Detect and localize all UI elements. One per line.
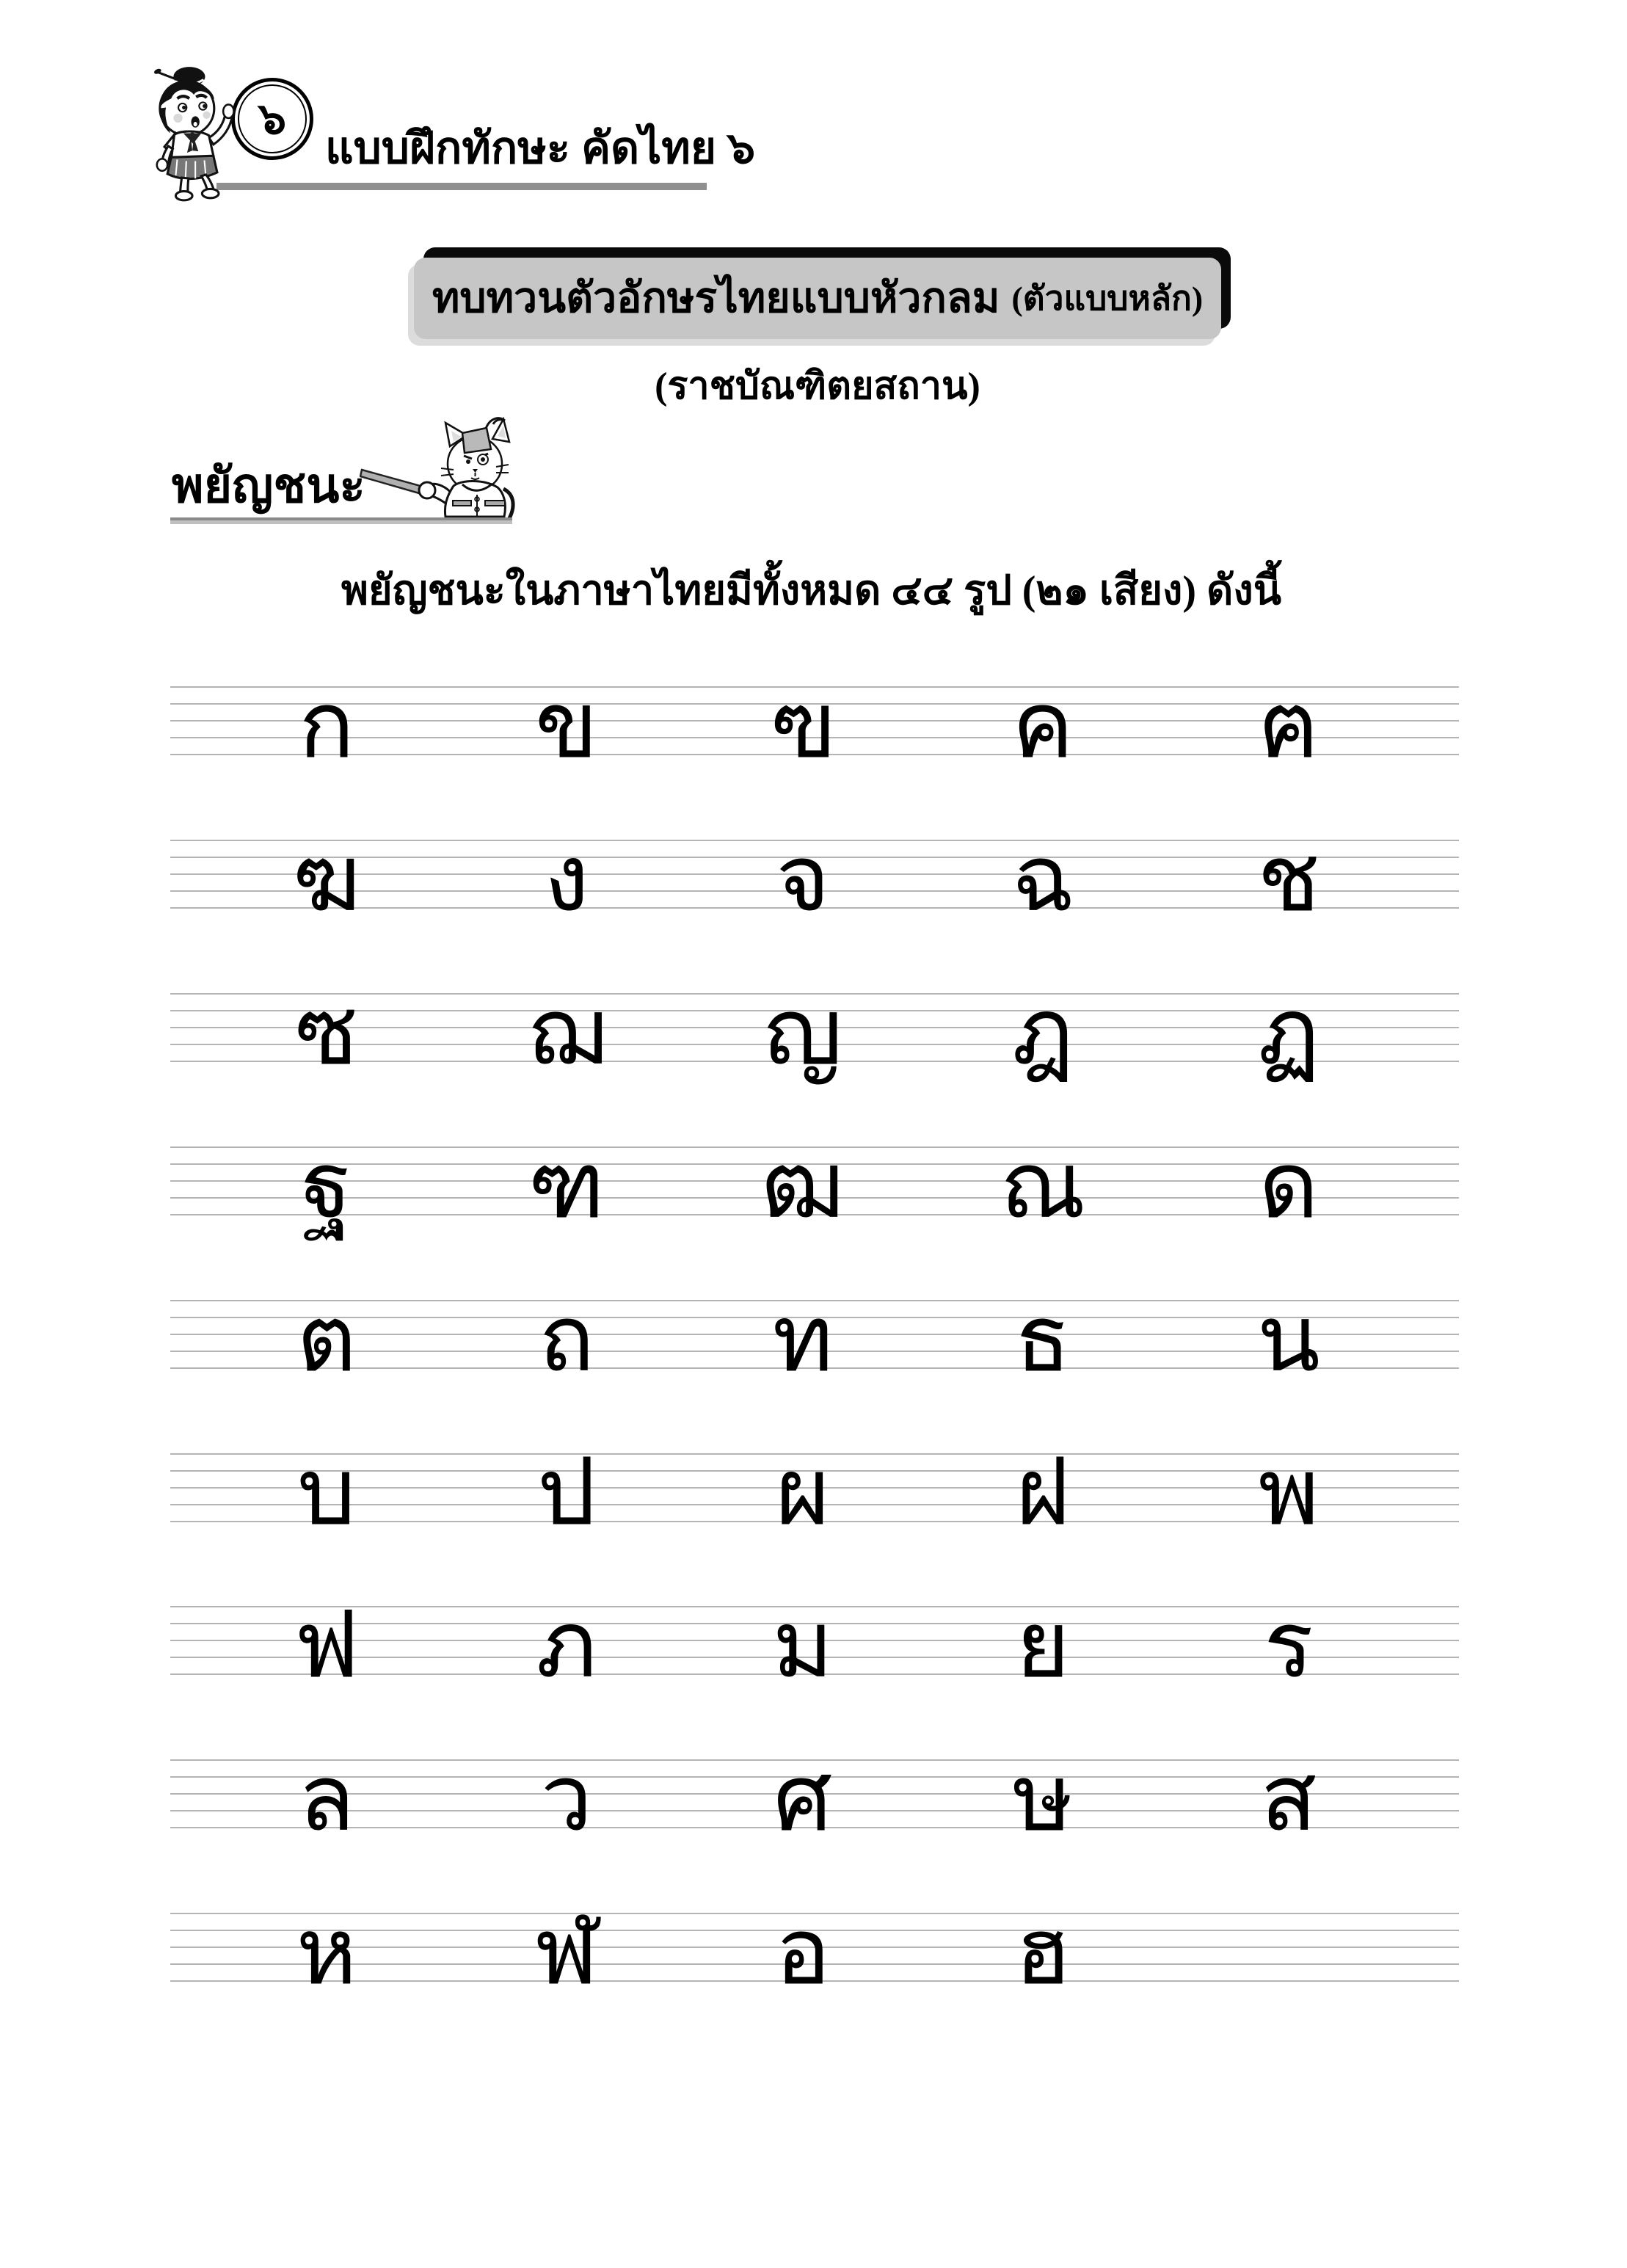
header-underline	[216, 183, 707, 190]
consonant-letter: ถ	[538, 1289, 595, 1391]
consonant-letter: ธ	[1014, 1289, 1071, 1391]
consonant-letter: ร	[1264, 1595, 1314, 1697]
consonant-letter: ผ	[776, 1442, 830, 1544]
consonant-letter: จ	[776, 829, 830, 931]
consonant-letter: ส	[1260, 1748, 1317, 1850]
consonant-letter: ณ	[1000, 1135, 1086, 1237]
ruled-line-row	[170, 982, 1459, 1084]
review-source-line: (ราชบัณฑิตยสถาน)	[655, 366, 980, 407]
consonant-letter: น	[1256, 1289, 1321, 1391]
review-title-box	[414, 258, 1221, 339]
consonant-letter: ป	[537, 1442, 596, 1544]
consonant-letter: ภ	[536, 1595, 597, 1697]
consonant-letter: ฒ	[761, 1135, 845, 1237]
pointer-stick-icon	[360, 470, 426, 495]
consonant-letter: ฌ	[527, 982, 606, 1084]
consonant-letter: ฬ	[534, 1902, 599, 2004]
consonant-letter: ง	[544, 829, 589, 931]
consonant-letter: ญ	[763, 982, 842, 1084]
ruled-line-row	[170, 1135, 1459, 1237]
cat-teacher-illustration	[360, 411, 517, 521]
review-title: ทบทวนตัวอักษรไทยแบบหัวกลม	[432, 275, 1000, 321]
page-number-badge-inner-ring	[238, 84, 307, 153]
consonant-letter: ม	[772, 1595, 834, 1697]
consonant-letter: ฟ	[294, 1595, 360, 1697]
consonant-letter: ล	[298, 1748, 355, 1850]
ruled-line-row	[170, 675, 1459, 777]
consonant-letter: บ	[297, 1442, 356, 1544]
review-title-paren: (ตัวแบบหลัก)	[1011, 279, 1204, 317]
fez-hat-icon	[462, 428, 491, 453]
page-title: แบบฝึกทักษะ คัดไทย ๖	[325, 124, 756, 172]
consonant-letter: ฐ	[301, 1135, 352, 1237]
consonant-letter: ฃ	[770, 675, 836, 777]
consonant-letter: ค	[1011, 675, 1074, 777]
consonant-letter: ก	[298, 675, 355, 777]
consonant-letter: ท	[772, 1289, 834, 1391]
consonant-letter: ฅ	[1257, 675, 1320, 777]
ruled-line-row	[170, 1595, 1459, 1697]
consonant-letter: ฉ	[1011, 829, 1074, 931]
consonant-letter: ษ	[1012, 1748, 1074, 1850]
consonant-letter: ข	[534, 675, 599, 777]
consonant-letter: ย	[1016, 1595, 1070, 1697]
ruled-line-row	[170, 1902, 1459, 2004]
consonant-intro-sentence: พยัญชนะในภาษาไทยมีทั้งหมด ๔๔ รูป (๒๑ เสียง) ดังนี้	[341, 568, 1282, 614]
consonant-letter: อ	[775, 1902, 831, 2004]
boy-mascot-illustration	[145, 65, 236, 204]
consonant-section-heading: พยัญชนะ	[172, 459, 365, 513]
consonant-letter: ซ	[295, 982, 358, 1084]
consonant-letter: ฑ	[528, 1135, 605, 1237]
section-heading-underline	[170, 517, 512, 524]
consonant-letter: ว	[540, 1748, 593, 1850]
ruled-line-row	[170, 1289, 1459, 1391]
consonant-letter: ต	[296, 1289, 357, 1391]
consonant-letter: ฏ	[1257, 982, 1320, 1084]
consonant-letter: ฝ	[1016, 1442, 1070, 1544]
consonant-letter: ด	[1259, 1135, 1319, 1237]
consonant-letter: ฆ	[292, 829, 361, 931]
consonant-letter: ฮ	[1014, 1902, 1071, 2004]
consonant-letter: ช	[1257, 829, 1320, 931]
page-number: ๖	[258, 95, 287, 143]
consonant-letter: ศ	[774, 1748, 832, 1850]
ruled-line-row	[170, 1442, 1459, 1544]
ruled-line-row	[170, 1748, 1459, 1850]
ruled-line-row	[170, 829, 1459, 931]
consonant-letter: ห	[296, 1902, 357, 2004]
page-number-badge	[231, 78, 313, 160]
consonant-letter: ฎ	[1011, 982, 1074, 1084]
consonant-letter: พ	[1258, 1442, 1320, 1544]
